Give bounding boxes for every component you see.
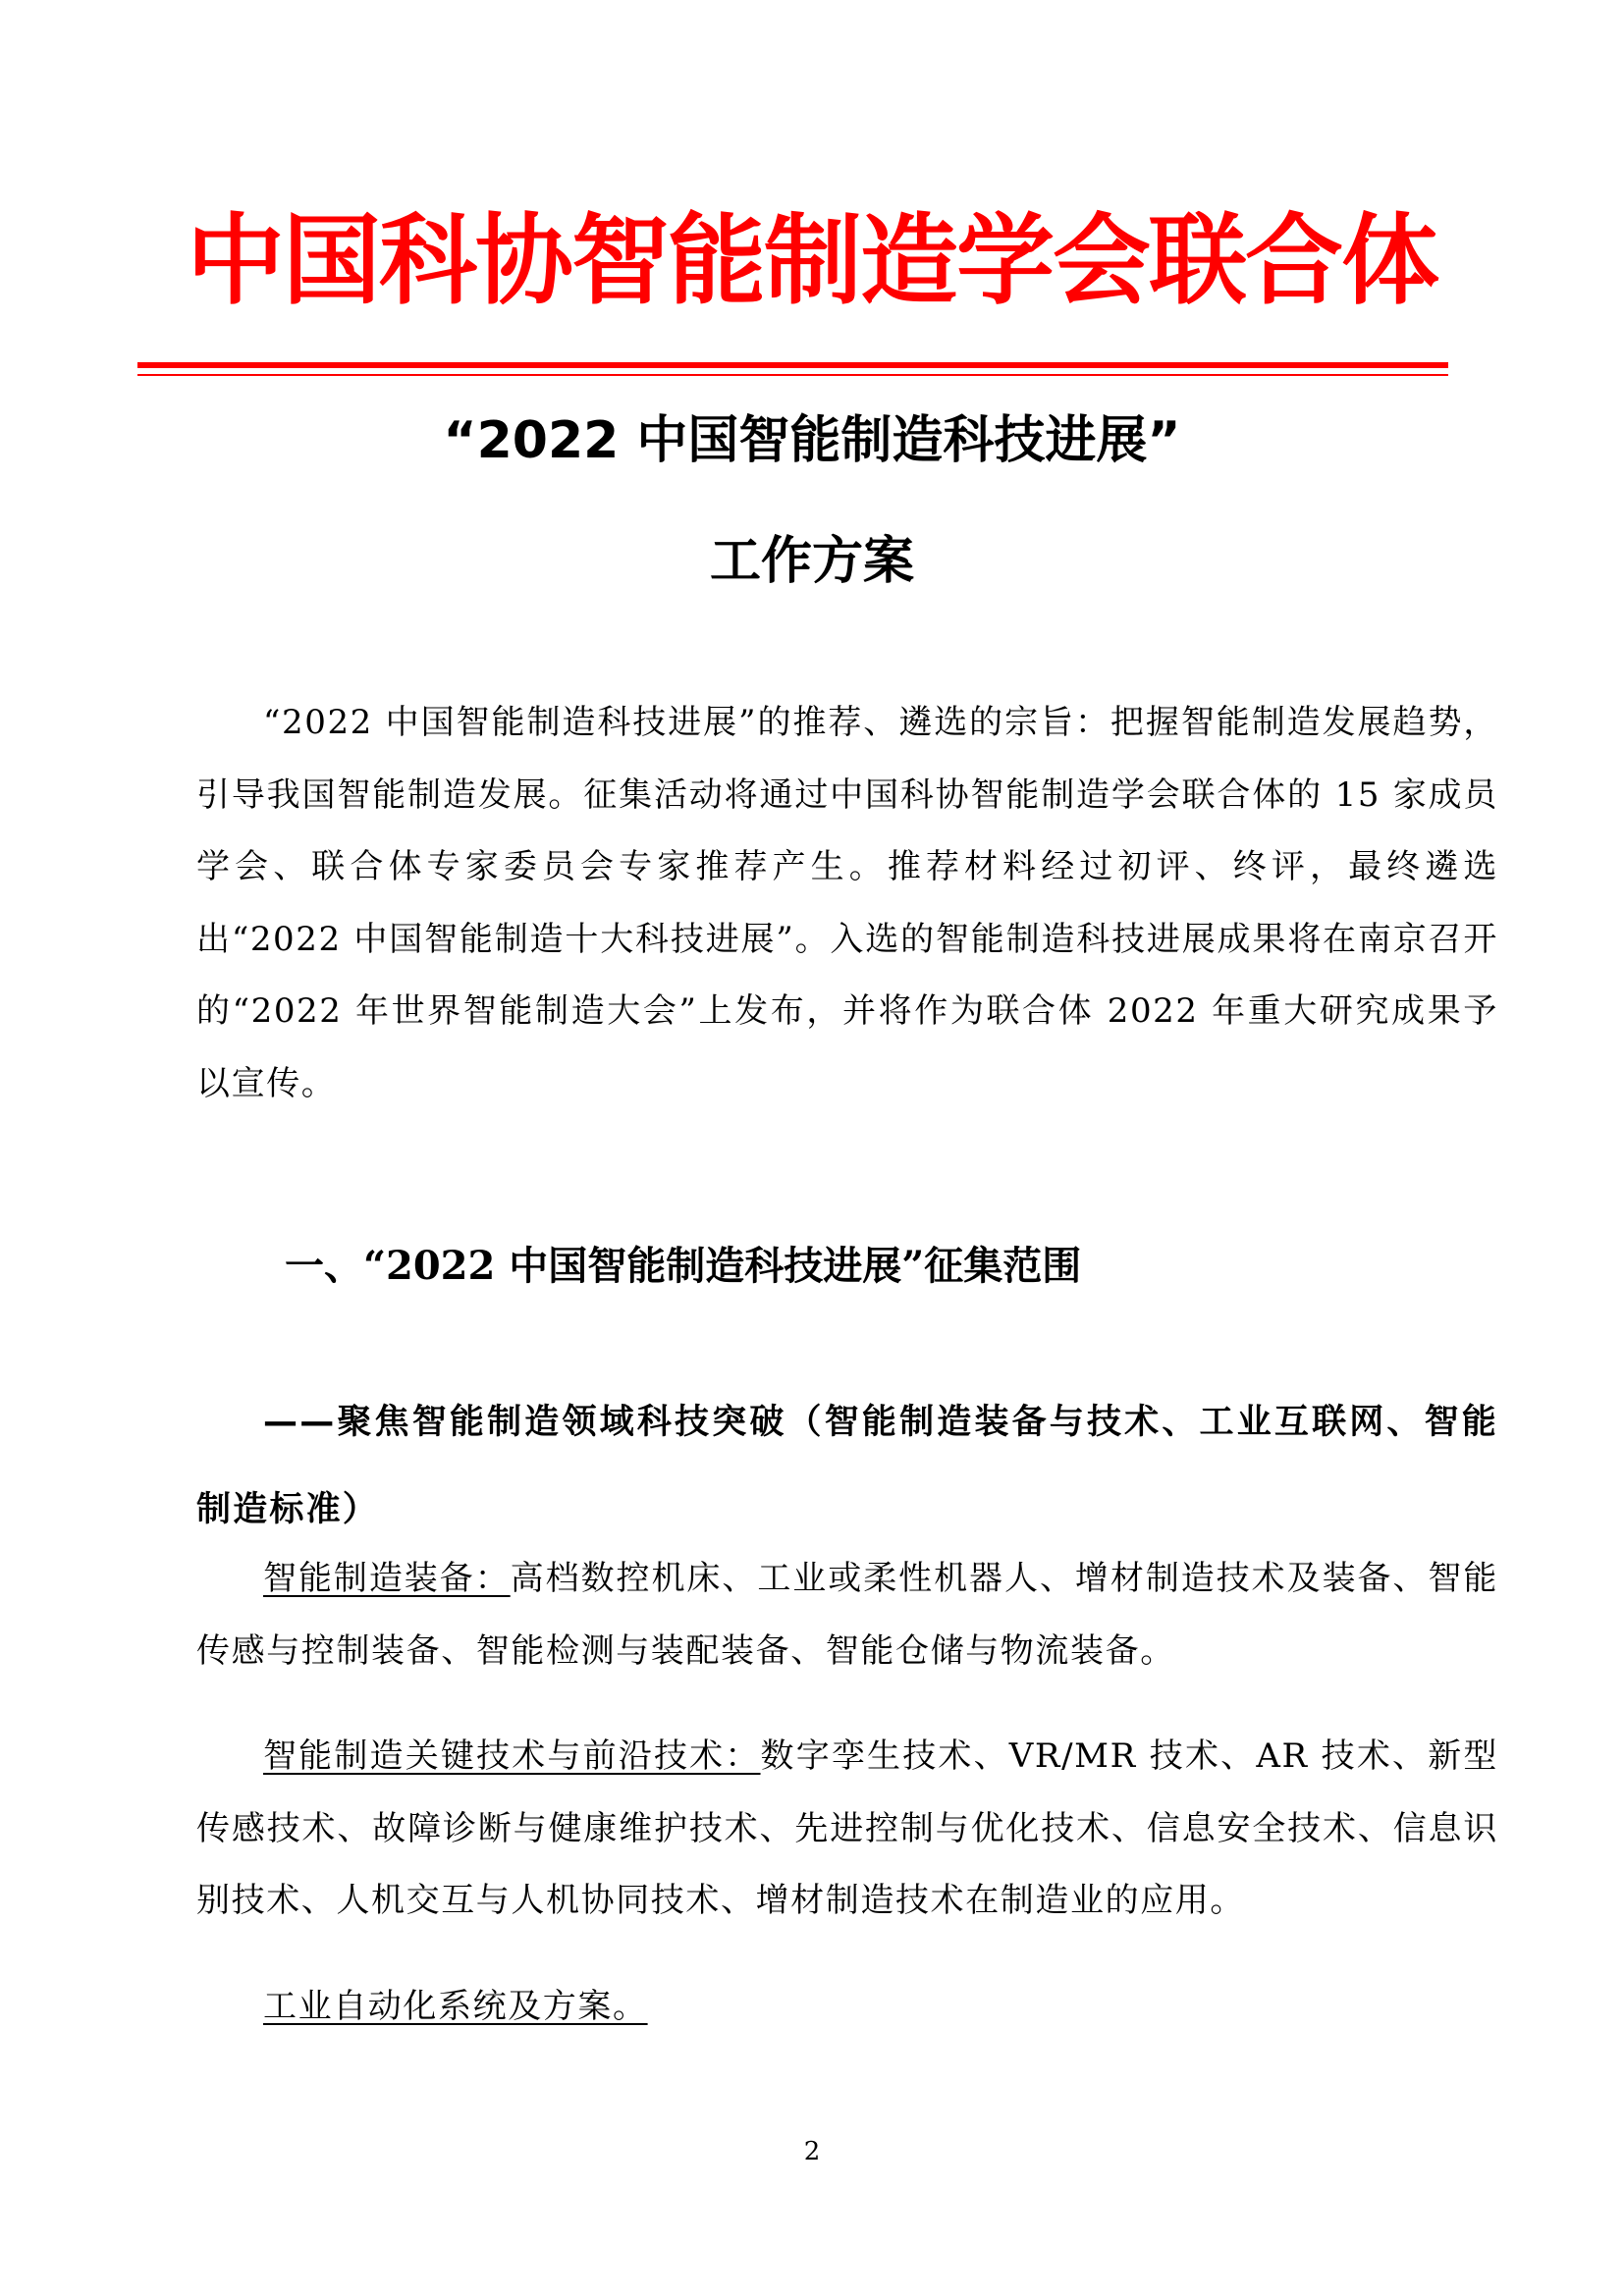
scope-item-text: 数字孪生技术、VR/MR 技术、AR 技术、新型传感技术、故障诊断与健康维护技术、先进控制与优化技术、信息安全技术、信息识别技术、人机交互与人机协同技术、增材制造技术在制造业的应用。 xyxy=(196,1736,1498,1920)
document-subtitle: 工作方案 xyxy=(709,532,914,591)
scope-item-label: 智能制造关键技术与前沿技术： xyxy=(263,1736,761,1776)
section-heading: 一、“2022 中国智能制造科技进展”征集范围 xyxy=(285,1243,1082,1289)
page-number: 2 xyxy=(803,2137,821,2166)
focus-statement: ——聚焦智能制造领域科技突破（智能制造装备与技术、工业互联网、智能制造标准） xyxy=(196,1403,1498,1529)
organization-header: 中国科协智能制造学会联合体 xyxy=(187,203,1437,318)
scope-item-text: 高档数控机床、工业或柔性机器人、增材制造技术及装备、智能传感与控制装备、智能检测与装配装备、智能仓储与物流装备。 xyxy=(196,1559,1498,1671)
header-rule-thin xyxy=(137,374,1448,376)
document-title: “2022 中国智能制造科技进展” xyxy=(443,411,1181,470)
scope-item-equipment xyxy=(196,1543,1498,1687)
scope-item-automation xyxy=(196,1971,1498,2044)
scope-item-technology xyxy=(196,1721,1498,1938)
scope-item-label: 智能制造装备： xyxy=(263,1559,511,1598)
intro-paragraph: “2022 中国智能制造科技进展”的推荐、遴选的宗旨：把握智能制造发展趋势，引导我国智能制造发展。征集活动将通过中国科协智能制造学会联合体的 15 家成员学会、联合体专家委员会专家推荐产生。推荐材料经过初评、终评，最终遴选出“2022 中国智能制造十大科技进展”。入选的智能制造科技进展成果将在南京召开的“2022 年世界智能制造大会”上发布，并将作为联合体 2022 年重大研究成果予以宣传。 xyxy=(196,703,1498,1103)
scope-item-label: 工业自动化系统及方案。 xyxy=(263,1987,648,2026)
header-rule-thick xyxy=(137,362,1448,368)
